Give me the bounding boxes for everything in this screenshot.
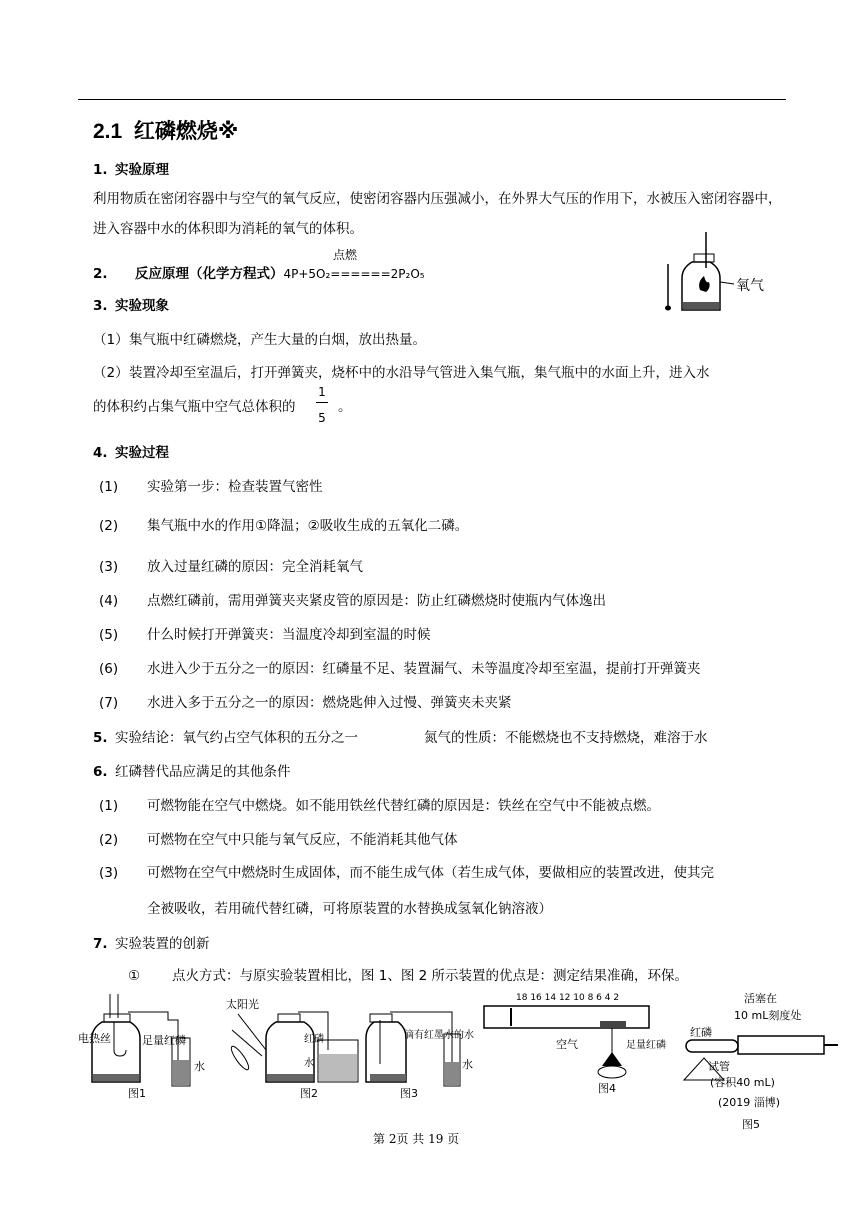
- fig2-label-phosphorus: 红磷: [304, 1034, 324, 1045]
- substitute-heading: 6. 红磷替代品应满足的其他条件: [93, 764, 291, 780]
- process-item-2: (2) 集气瓶中水的作用①降温；②吸收生成的五氧化二磷。: [99, 518, 469, 534]
- section-heading: [93, 115, 238, 145]
- innovation-heading: 7. 实验装置的创新: [93, 936, 210, 952]
- phenomena-item-2-cont: 的体积约占集气瓶中空气总体积的: [93, 399, 296, 415]
- phenomena-tail: 。: [338, 399, 352, 415]
- process-item-6: (6) 水进入少于五分之一的原因：红磷量不足、装置漏气、未等温度冷却至室温，提前打开弹簧夹: [99, 661, 701, 677]
- fig4-scale: 18 16 14 12 10 8 6 4 2: [516, 993, 620, 1003]
- section-number: 2.1: [93, 120, 123, 143]
- fig2-label-water: 水: [304, 1058, 314, 1069]
- fraction-denominator: 5: [318, 411, 326, 425]
- fig4-caption: 图4: [598, 1082, 616, 1095]
- fig5-label-piston: 活塞在: [744, 992, 777, 1005]
- fig5-caption: 图5: [742, 1118, 760, 1131]
- fig5-label-scale: 10 mL刻度处: [734, 1009, 802, 1022]
- fig5-label-volume: (容积40 mL): [710, 1076, 775, 1089]
- phenomena-heading: 3. 实验现象: [93, 298, 169, 314]
- figure-1: [78, 990, 218, 1100]
- fig2-caption: 图2: [300, 1087, 318, 1100]
- fig1-caption: 图1: [128, 1087, 146, 1100]
- fig3-caption: 图3: [400, 1087, 418, 1100]
- page-footer: 第 2页 共 19 页: [373, 1132, 460, 1146]
- fraction-numerator: 1: [318, 385, 326, 399]
- fig2-label-sunlight: 太阳光: [226, 998, 259, 1011]
- equation-condition: 点燃: [333, 248, 358, 262]
- principle-heading: 1. 实验原理: [93, 162, 169, 178]
- process-item-3: (3) 放入过量红磷的原因：完全消耗氧气: [99, 559, 363, 575]
- process-heading: 4. 实验过程: [93, 445, 169, 461]
- figure-2: [218, 990, 368, 1100]
- substitute-item-1: (1) 可燃物能在空气中燃烧。如不能用铁丝代替红磷的原因是：铁丝在空气中不能被点燃。: [99, 798, 660, 814]
- conclusion-line: 5. 实验结论：氧气约占空气体积的五分之一: [93, 730, 358, 746]
- process-item-1: (1) 实验第一步：检查装置气密性: [99, 479, 323, 495]
- fig3-label-water-ink: 滴有红墨水的水: [404, 1030, 474, 1041]
- substitute-item-3-cont: 全被吸收，若用硫代替红磷，可将原装置的水替换成氢氧化钠溶液）: [147, 901, 552, 917]
- oxygen-jar-figure: [660, 228, 770, 318]
- phenomena-item-2: （2）装置冷却至室温后，打开弹簧夹，烧杯中的水沿导气管进入集气瓶，集气瓶中的水面上升，进入水: [93, 365, 710, 381]
- fig3-label-water: 水: [462, 1058, 473, 1071]
- header-rule: [78, 99, 786, 100]
- process-item-4: (4) 点燃红磷前，需用弹簧夹夹紧皮管的原因是：防止红磷燃烧时使瓶内气体逸出: [99, 593, 606, 609]
- oxygen-label: 氧气: [736, 278, 764, 294]
- fig1-label-phosphorus: 足量红磷: [142, 1034, 186, 1047]
- fig4-label-phosphorus: 足量红磷: [626, 1040, 666, 1051]
- fig5-label-phosphorus: 红磷: [690, 1026, 712, 1039]
- equation-line: 2. 反应原理（化学方程式）4P+5O₂======2P₂O₅: [93, 266, 425, 282]
- figure-5: [664, 988, 842, 1130]
- fig5-label-tube: 试管: [708, 1060, 730, 1073]
- process-item-5: (5) 什么时候打开弹簧夹：当温度冷却到室温的时候: [99, 627, 431, 643]
- phenomena-item-1: （1）集气瓶中红磷燃烧，产生大量的白烟，放出热量。: [93, 332, 426, 348]
- fig5-label-source: (2019 淄博): [718, 1096, 781, 1109]
- nitrogen-properties: 氮气的性质：不能燃烧也不支持燃烧，难溶于水: [424, 730, 708, 746]
- process-item-7: (7) 水进入多于五分之一的原因：燃烧匙伸入过慢、弹簧夹未夹紧: [99, 695, 512, 711]
- fig1-label-heater: 电热丝: [78, 1032, 111, 1045]
- figure-3: [366, 990, 482, 1100]
- section-title: 红磷燃烧※: [133, 119, 239, 143]
- substitute-item-2: (2) 可燃物在空气中只能与氧气反应，不能消耗其他气体: [99, 832, 458, 848]
- figure-4: [480, 990, 666, 1100]
- fraction-bar: [316, 402, 328, 403]
- fig1-label-water: 水: [194, 1060, 205, 1073]
- fig4-label-air: 空气: [556, 1038, 578, 1051]
- principle-text: 利用物质在密闭容器中与空气的氧气反应，使密闭容器内压强减小，在外界大气压的作用下，水被压入密闭容器中，进入容器中水的体积即为消耗的氧气的体积。: [93, 191, 782, 237]
- substitute-item-3: (3) 可燃物在空气中燃烧时生成固体，而不能生成气体（若生成气体，要做相应的装置改进，使其完: [99, 865, 714, 881]
- innovation-item: ① 点火方式：与原实验装置相比，图 1、图 2 所示装置的优点是：测定结果准确，环保。: [128, 968, 689, 984]
